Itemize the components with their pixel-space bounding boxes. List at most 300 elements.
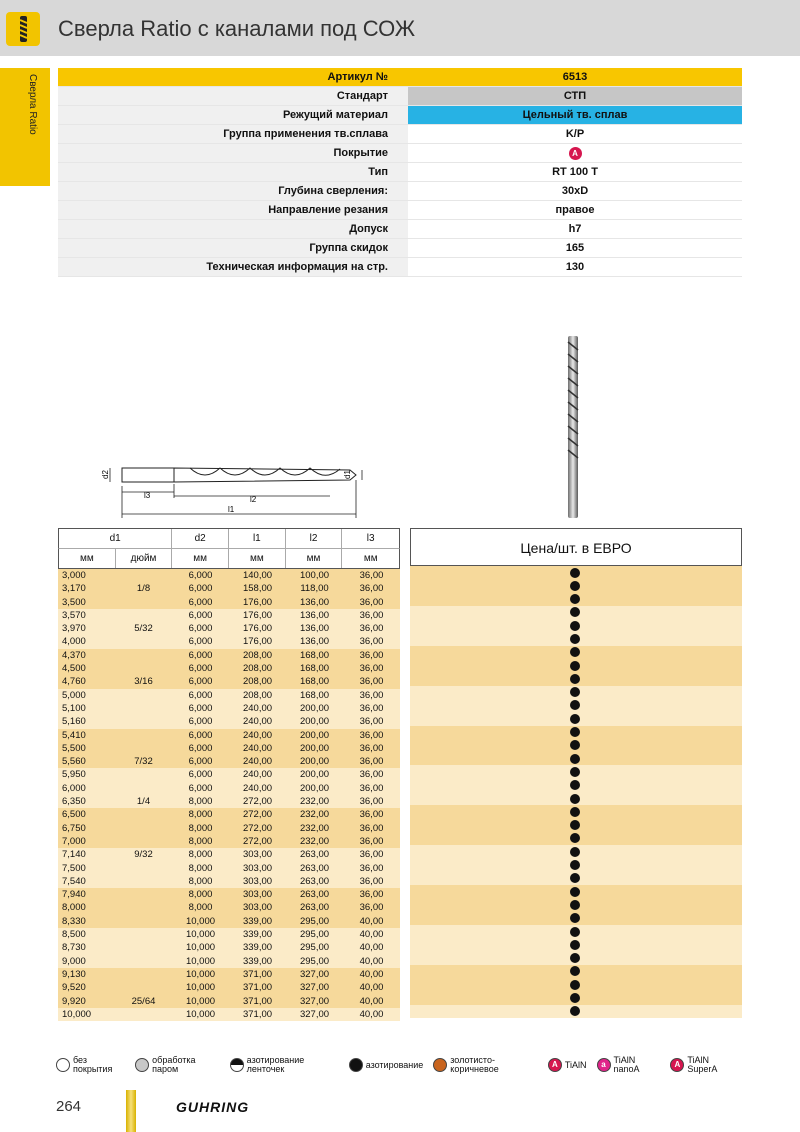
availability-dot-icon (570, 953, 580, 963)
cell-d1-mm: 9,000 (62, 955, 86, 967)
cell-d2: 10,000 (185, 968, 216, 980)
cell-d1-mm: 3,570 (62, 609, 86, 621)
availability-dot-icon (570, 754, 580, 764)
cell-d1-mm: 8,000 (62, 902, 86, 914)
cell-d1-mm: 5,950 (62, 769, 86, 781)
table-row (58, 795, 400, 808)
availability-dot-icon (570, 647, 580, 657)
cell-l3: 40,00 (359, 995, 384, 1007)
uncoated-swatch-icon (56, 1058, 70, 1072)
cell-l1: 208,00 (242, 649, 273, 661)
tialn-nano-swatch-icon: a (597, 1058, 611, 1072)
spec-row (58, 163, 742, 182)
cell-d1-inch (115, 609, 172, 622)
cell-d1-inch: 5/32 (134, 623, 153, 635)
availability-dot-icon (570, 940, 580, 950)
cell-l2: 168,00 (299, 676, 330, 688)
cell-l2: 200,00 (299, 742, 330, 754)
cell-d2: 6,000 (188, 702, 213, 714)
table-row (58, 941, 400, 954)
spec-label: Направление резания (58, 201, 408, 219)
availability-dot-icon (570, 820, 580, 830)
price-row (410, 872, 742, 885)
cell-l3: 36,00 (359, 769, 384, 781)
cell-l3: 36,00 (359, 782, 384, 794)
spec-label: Покрытие (58, 144, 408, 162)
spec-label: Стандарт (58, 87, 408, 105)
cell-d2: 10,000 (185, 929, 216, 941)
table-row (58, 609, 400, 622)
label-l3: l3 (144, 491, 151, 500)
cell-l2: 168,00 (299, 689, 330, 701)
table-row (58, 755, 400, 768)
cell-d1-inch (115, 808, 172, 821)
cell-d1-mm: 6,350 (62, 796, 86, 808)
cell-l3: 36,00 (359, 636, 384, 648)
drill-photo (548, 332, 598, 522)
cell-l2: 168,00 (299, 663, 330, 675)
cell-d2: 6,000 (188, 742, 213, 754)
table-row (58, 968, 400, 981)
availability-dot-icon (570, 727, 580, 737)
cell-l3: 36,00 (359, 742, 384, 754)
page-title: Сверла Ratio с каналами под СОЖ (58, 16, 416, 41)
cell-d2: 6,000 (188, 596, 213, 608)
price-row (410, 765, 742, 778)
cell-l2: 327,00 (299, 968, 330, 980)
cell-d1-mm: 4,000 (62, 636, 86, 648)
spec-row (58, 239, 742, 258)
price-row (410, 898, 742, 911)
cell-l1: 371,00 (242, 995, 273, 1007)
cell-d1-mm: 3,500 (62, 596, 86, 608)
cell-l1: 303,00 (242, 849, 273, 861)
cell-l3: 36,00 (359, 875, 384, 887)
table-row (58, 888, 400, 901)
table-body (58, 569, 400, 1021)
cell-d1-mm: 5,500 (62, 742, 86, 754)
legend-label: азотирование ленточек (246, 1055, 305, 1074)
cell-l2: 327,00 (299, 995, 330, 1007)
price-row (410, 779, 742, 792)
price-row (410, 805, 742, 818)
legend-label: без покрытия (73, 1055, 113, 1074)
table-row (58, 875, 400, 888)
cell-l2: 136,00 (299, 596, 330, 608)
spec-row (58, 125, 742, 144)
spec-label: Глубина сверления: (58, 182, 408, 200)
cell-d1-mm: 8,330 (62, 915, 86, 927)
availability-dot-icon (570, 740, 580, 750)
cell-d1-inch (115, 782, 172, 795)
cell-l2: 200,00 (299, 716, 330, 728)
cell-d1-inch (115, 742, 172, 755)
cell-l1: 303,00 (242, 902, 273, 914)
spec-row (58, 68, 742, 87)
table-row (58, 955, 400, 968)
spec-row (58, 87, 742, 106)
table-row (58, 649, 400, 662)
price-row (410, 912, 742, 925)
cell-l1: 176,00 (242, 596, 273, 608)
cell-l1: 240,00 (242, 756, 273, 768)
availability-dot-icon (570, 847, 580, 857)
nitrided-swatch-icon (349, 1058, 363, 1072)
cell-d1-mm: 3,000 (62, 570, 86, 581)
table-row (58, 862, 400, 875)
cell-d1-mm: 7,940 (62, 889, 86, 901)
cell-d1-mm: 7,000 (62, 835, 86, 847)
cell-l2: 327,00 (299, 982, 330, 994)
cell-d2: 10,000 (185, 942, 216, 954)
cell-l2: 263,00 (299, 889, 330, 901)
table-row (58, 848, 400, 861)
drill-dimension-drawing (100, 452, 370, 522)
price-row (410, 672, 742, 685)
availability-dot-icon (570, 966, 580, 976)
price-row (410, 646, 742, 659)
cell-l2: 200,00 (299, 729, 330, 741)
cell-l3: 36,00 (359, 623, 384, 635)
legend-label: золотисто-коричневое (450, 1055, 499, 1074)
price-row (410, 792, 742, 805)
price-row (410, 992, 742, 1005)
table-row (58, 782, 400, 795)
table-row (58, 981, 400, 994)
unit-l1: мм (229, 549, 286, 568)
price-row (410, 726, 742, 739)
cell-l3: 40,00 (359, 929, 384, 941)
spec-row (58, 182, 742, 201)
cell-l3: 36,00 (359, 609, 384, 621)
spec-value: 165 (565, 242, 585, 254)
cell-d1-mm: 5,560 (62, 756, 86, 768)
table-row (58, 635, 400, 648)
page-number: 264 (56, 1098, 82, 1115)
cell-l1: 240,00 (242, 702, 273, 714)
cell-l3: 36,00 (359, 596, 384, 608)
cell-d1-mm: 3,170 (62, 583, 86, 595)
price-row (410, 606, 742, 619)
cell-l3: 36,00 (359, 570, 384, 581)
cell-l2: 168,00 (299, 649, 330, 661)
availability-dot-icon (570, 833, 580, 843)
cell-d1-inch (115, 955, 172, 968)
cell-l2: 200,00 (299, 702, 330, 714)
unit-d2: мм (172, 549, 229, 568)
cell-l2: 263,00 (299, 849, 330, 861)
cell-d1-inch (115, 862, 172, 875)
availability-dot-icon (570, 927, 580, 937)
availability-dot-icon (570, 993, 580, 1003)
spec-label: Режущий материал (58, 106, 408, 124)
cell-l1: 176,00 (242, 636, 273, 648)
cell-l1: 176,00 (242, 623, 273, 635)
price-row (410, 938, 742, 951)
price-row (410, 579, 742, 592)
cell-l3: 36,00 (359, 822, 384, 834)
tialn-super-swatch-icon: A (670, 1058, 684, 1072)
cell-d2: 6,000 (188, 623, 213, 635)
cell-d2: 6,000 (188, 583, 213, 595)
cell-l1: 208,00 (242, 663, 273, 675)
legend-label: TiAlN (564, 1059, 587, 1070)
cell-l2: 232,00 (299, 822, 330, 834)
cell-d2: 6,000 (188, 689, 213, 701)
table-row (58, 808, 400, 821)
cell-d1-inch (115, 569, 172, 582)
cell-d1-inch: 1/4 (136, 796, 151, 808)
cell-d2: 6,000 (188, 756, 213, 768)
cell-d1-inch: 9/32 (134, 849, 153, 861)
unit-l2: мм (286, 549, 343, 568)
availability-dot-icon (570, 634, 580, 644)
cell-d1-inch: 25/64 (131, 995, 156, 1007)
cell-l1: 240,00 (242, 769, 273, 781)
price-column (410, 566, 742, 1018)
spec-value: RT 100 T (552, 166, 598, 178)
availability-dot-icon (570, 607, 580, 617)
cell-d2: 8,000 (188, 822, 213, 834)
price-row (410, 752, 742, 765)
cell-d1-mm: 6,500 (62, 809, 86, 821)
drill-logo-icon (6, 12, 40, 46)
spec-value (408, 144, 742, 162)
footer-bar (126, 1090, 136, 1132)
price-header: Цена/шт. в ЕВРО (410, 528, 742, 566)
legend-item-nitrided-land (230, 1056, 339, 1074)
price-row (410, 686, 742, 699)
cell-l2: 200,00 (299, 756, 330, 768)
table-row (58, 689, 400, 702)
cell-d1-inch (115, 835, 172, 848)
cell-d1-inch (115, 662, 172, 675)
col-d2: d2 (172, 529, 229, 548)
spec-row (58, 258, 742, 277)
price-row (410, 699, 742, 712)
availability-dot-icon (570, 700, 580, 710)
cell-d2: 6,000 (188, 769, 213, 781)
price-row (410, 965, 742, 978)
table-row (58, 995, 400, 1008)
cell-l1: 208,00 (242, 676, 273, 688)
cell-d2: 6,000 (188, 676, 213, 688)
table-row (58, 901, 400, 914)
cell-d2: 8,000 (188, 902, 213, 914)
coating-legend (56, 1054, 744, 1076)
unit-d1-mm: мм (59, 549, 116, 568)
cell-d2: 8,000 (188, 809, 213, 821)
availability-dot-icon (570, 1006, 580, 1016)
price-row (410, 619, 742, 632)
cell-d1-mm: 6,000 (62, 782, 86, 794)
cell-d2: 6,000 (188, 649, 213, 661)
spec-row (58, 220, 742, 239)
cell-l2: 136,00 (299, 609, 330, 621)
availability-dot-icon (570, 980, 580, 990)
cell-l3: 36,00 (359, 702, 384, 714)
cell-d1-inch: 7/32 (134, 756, 153, 768)
cell-l1: 371,00 (242, 982, 273, 994)
cell-l2: 200,00 (299, 769, 330, 781)
unit-d1-inch: дюйм (116, 549, 173, 568)
cell-l1: 272,00 (242, 835, 273, 847)
legend-item-tialn-super (670, 1056, 738, 1074)
cell-d1-mm: 3,970 (62, 623, 86, 635)
spec-value: СТП (408, 87, 742, 105)
legend-item-uncoated (56, 1056, 125, 1074)
cell-l1: 303,00 (242, 889, 273, 901)
cell-d2: 10,000 (185, 915, 216, 927)
col-l2: l2 (286, 529, 343, 548)
cell-l1: 140,00 (242, 570, 273, 581)
legend-label: обработка паром (152, 1055, 196, 1074)
table-row (58, 715, 400, 728)
cell-d1-inch (115, 968, 172, 981)
availability-dot-icon (570, 621, 580, 631)
spec-row (58, 144, 742, 163)
cell-l1: 371,00 (242, 1008, 273, 1020)
cell-d2: 6,000 (188, 716, 213, 728)
availability-dot-icon (570, 674, 580, 684)
cell-l2: 263,00 (299, 902, 330, 914)
cell-l3: 40,00 (359, 942, 384, 954)
price-row (410, 566, 742, 579)
availability-dot-icon (570, 780, 580, 790)
cell-d1-mm: 5,100 (62, 702, 86, 714)
table-row (58, 675, 400, 688)
cell-d1-mm: 4,370 (62, 649, 86, 661)
cell-d2: 6,000 (188, 609, 213, 621)
cell-d1-inch (115, 915, 172, 928)
cell-l3: 36,00 (359, 729, 384, 741)
cell-l3: 40,00 (359, 982, 384, 994)
cell-l2: 295,00 (299, 955, 330, 967)
price-row (410, 739, 742, 752)
table-row (58, 702, 400, 715)
cell-d1-mm: 9,130 (62, 968, 86, 980)
cell-l2: 232,00 (299, 809, 330, 821)
cell-d1-inch (115, 901, 172, 914)
cell-d1-inch (115, 729, 172, 742)
cell-l1: 240,00 (242, 729, 273, 741)
col-d1: d1 (59, 529, 172, 548)
cell-d2: 10,000 (185, 982, 216, 994)
price-row (410, 659, 742, 672)
price-row (410, 885, 742, 898)
cell-d1-inch (115, 635, 172, 648)
cell-l1: 339,00 (242, 915, 273, 927)
cell-l3: 36,00 (359, 583, 384, 595)
cell-l3: 36,00 (359, 889, 384, 901)
cell-l2: 136,00 (299, 623, 330, 635)
cell-d1-inch (115, 888, 172, 901)
cell-l2: 200,00 (299, 782, 330, 794)
cell-l2: 232,00 (299, 835, 330, 847)
cell-d2: 8,000 (188, 862, 213, 874)
cell-d1-mm: 9,920 (62, 995, 86, 1007)
table-row (58, 822, 400, 835)
cell-d2: 10,000 (185, 1008, 216, 1020)
cell-d1-inch (115, 596, 172, 609)
cell-l1: 371,00 (242, 968, 273, 980)
spec-label: Артикул № (58, 68, 408, 86)
price-row (410, 859, 742, 872)
cell-l1: 240,00 (242, 782, 273, 794)
cell-l1: 272,00 (242, 822, 273, 834)
cell-d2: 10,000 (185, 995, 216, 1007)
col-l1: l1 (229, 529, 286, 548)
cell-d2: 8,000 (188, 835, 213, 847)
table-row (58, 742, 400, 755)
cell-d1-inch (115, 768, 172, 781)
availability-dot-icon (570, 661, 580, 671)
availability-dot-icon (570, 687, 580, 697)
cell-l1: 339,00 (242, 929, 273, 941)
spec-value: h7 (568, 223, 582, 235)
cell-l2: 295,00 (299, 929, 330, 941)
cell-l1: 339,00 (242, 955, 273, 967)
table-row (58, 1008, 400, 1021)
table-row (58, 596, 400, 609)
legend-item-steam (135, 1056, 220, 1074)
availability-dot-icon (570, 581, 580, 591)
spec-label: Допуск (58, 220, 408, 238)
cell-l1: 303,00 (242, 862, 273, 874)
cell-l3: 40,00 (359, 968, 384, 980)
cell-l3: 36,00 (359, 835, 384, 847)
table-header-row (58, 528, 400, 548)
price-row (410, 1005, 742, 1018)
brand-logo: GUHRING (176, 1099, 250, 1115)
cell-l2: 232,00 (299, 796, 330, 808)
price-row (410, 593, 742, 606)
price-row (410, 925, 742, 938)
cell-l3: 36,00 (359, 663, 384, 675)
cell-l1: 176,00 (242, 609, 273, 621)
cell-d2: 8,000 (188, 849, 213, 861)
legend-label: TiAlN SuperA (687, 1055, 718, 1074)
cell-l3: 36,00 (359, 649, 384, 661)
page-header (0, 0, 800, 56)
cell-l3: 36,00 (359, 716, 384, 728)
cell-d2: 6,000 (188, 729, 213, 741)
cell-l1: 208,00 (242, 689, 273, 701)
cell-l3: 36,00 (359, 902, 384, 914)
coating-badge-icon: A (569, 147, 582, 160)
cell-d2: 10,000 (185, 955, 216, 967)
cell-l2: 118,00 (300, 583, 329, 595)
table-row (58, 928, 400, 941)
price-row (410, 712, 742, 725)
dimension-table (58, 528, 400, 1021)
legend-item-gold-brown (433, 1056, 538, 1074)
cell-d1-mm: 8,500 (62, 929, 86, 941)
spec-value: 6513 (408, 68, 742, 86)
cell-l1: 240,00 (242, 716, 273, 728)
legend-label: азотирование (365, 1059, 424, 1070)
label-l1: l1 (228, 505, 235, 514)
cell-l3: 36,00 (359, 676, 384, 688)
cell-d2: 6,000 (188, 570, 213, 581)
cell-l3: 36,00 (359, 809, 384, 821)
cell-d1-inch (115, 689, 172, 702)
cell-d1-inch (115, 875, 172, 888)
availability-dot-icon (570, 900, 580, 910)
spec-value: правое (555, 204, 595, 216)
cell-d1-mm: 5,410 (62, 729, 86, 741)
cell-l3: 36,00 (359, 862, 384, 874)
